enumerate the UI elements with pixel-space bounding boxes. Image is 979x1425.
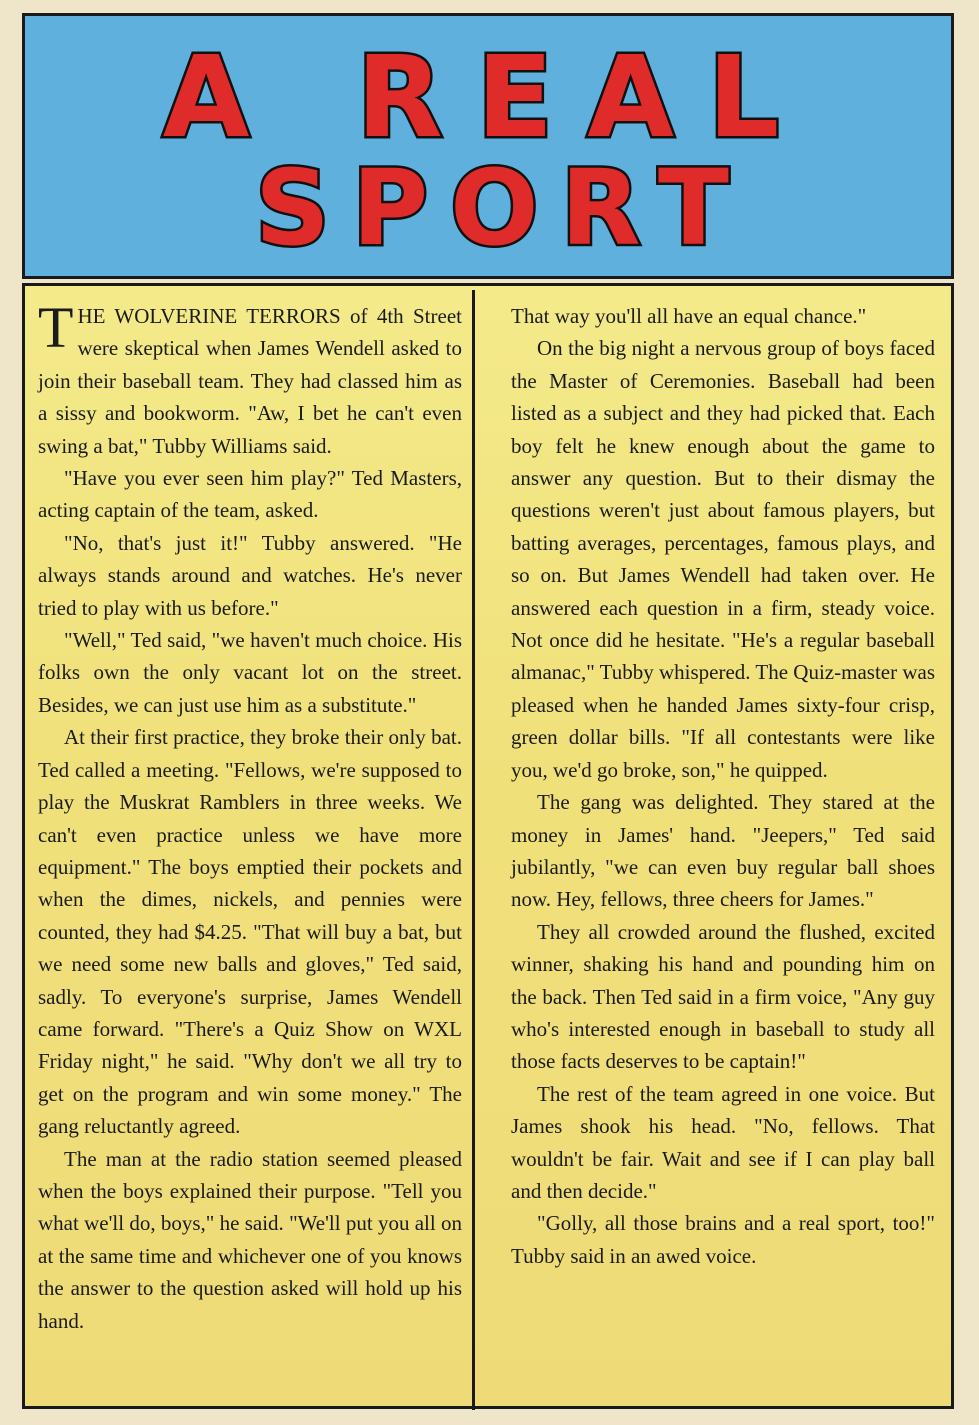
column-divider [472,290,475,1410]
drop-cap: T [38,295,74,360]
paragraph: The gang was delighted. They stared at the money in James' hand. "Jeepers," Ted said jubilantly, "we can even buy regular ball shoes now. Hey, fellows, three cheers for James." [511,790,935,912]
paragraph-text: HE WOLVERINE TERRORS of 4th Street were skeptical when James Wendell asked to join their baseball team. They had classed him as a sissy and bookworm. "Aw, I bet he can't even swing a bat," Tubby Williams said. [38,304,462,458]
title-panel [22,13,954,279]
paragraph: They all crowded around the flushed, excited winner, shaking his hand and pounding him on the back. Then Ted said in a firm voice, "Any guy who's interested enough in baseball to study all those facts deserves to be captain!" [511,919,935,1074]
paragraph: The rest of the team agreed in one voice. But James shook his head. "No, fellows. That wouldn't be fair. Wait and see if I can play ball and then decide." [511,1081,935,1203]
title-lettering [25,16,951,276]
story-column-right [511,300,935,1272]
paragraph: "Well," Ted said, "we haven't much choice. His folks own the only vacant lot on the street. Besides, we can just use him as a substitute." [38,628,462,717]
title-line-2: SPORT [255,147,751,269]
paragraph: The man at the radio station seemed pleased when the boys explained their purpose. "Tell you what we'll do, boys," he said. "We'll put you all on at the same time and whichever one of you knows the answer to the question asked will hold up his hand. [38,1146,462,1333]
paragraph: "Golly, all those brains and a real sport, too!" Tubby said in an awed voice. [511,1211,935,1268]
paragraph: On the big night a nervous group of boys faced the Master of Ceremonies. Baseball had been listed as a subject and they had picked that. Each boy felt he knew enough about the game to answer any question. But to their dismay the questions weren't just about famous players, but batting averages, percentages, famous plays, and so on. But James Wendell had taken over. He answered each question in a firm, steady voice. Not once did he hesitate. "He's a regular baseball almanac," Tubby whispered. The Quiz-master was pleased when he handed James sixty-four crisp, green dollar bills. "If all contestants were like you, we'd go broke, son," he quipped. [511,336,936,782]
paragraph: "No, that's just it!" Tubby answered. "He always stands around and watches. He's never tried to play with us before." [38,530,462,620]
paragraph: That way you'll all have an equal chance." [511,304,867,328]
paragraph: At their first practice, they broke their only bat. Ted called a meeting. "Fellows, we're supposed to play the Muskrat Ramblers in three weeks. We can't even practice unless we have more equipment." The boys emptied their pockets and when the dimes, nickels, and pennies were counted, they had $4.25. "That will buy a bat, but we need some new balls and gloves," Ted said, sadly. To everyone's surprise, James Wendell came forward. "There's a Quiz Show on WXL Friday night," he said. "Why don't we all try to get on the program and win some money." The gang reluctantly agreed. [38,725,462,1139]
paragraph: "Have you ever seen him play?" Ted Masters, acting captain of the team, asked. [38,466,462,523]
title-line-1: A REAL [162,33,814,163]
story-column-left [38,295,462,1337]
paragraph [38,295,462,462]
